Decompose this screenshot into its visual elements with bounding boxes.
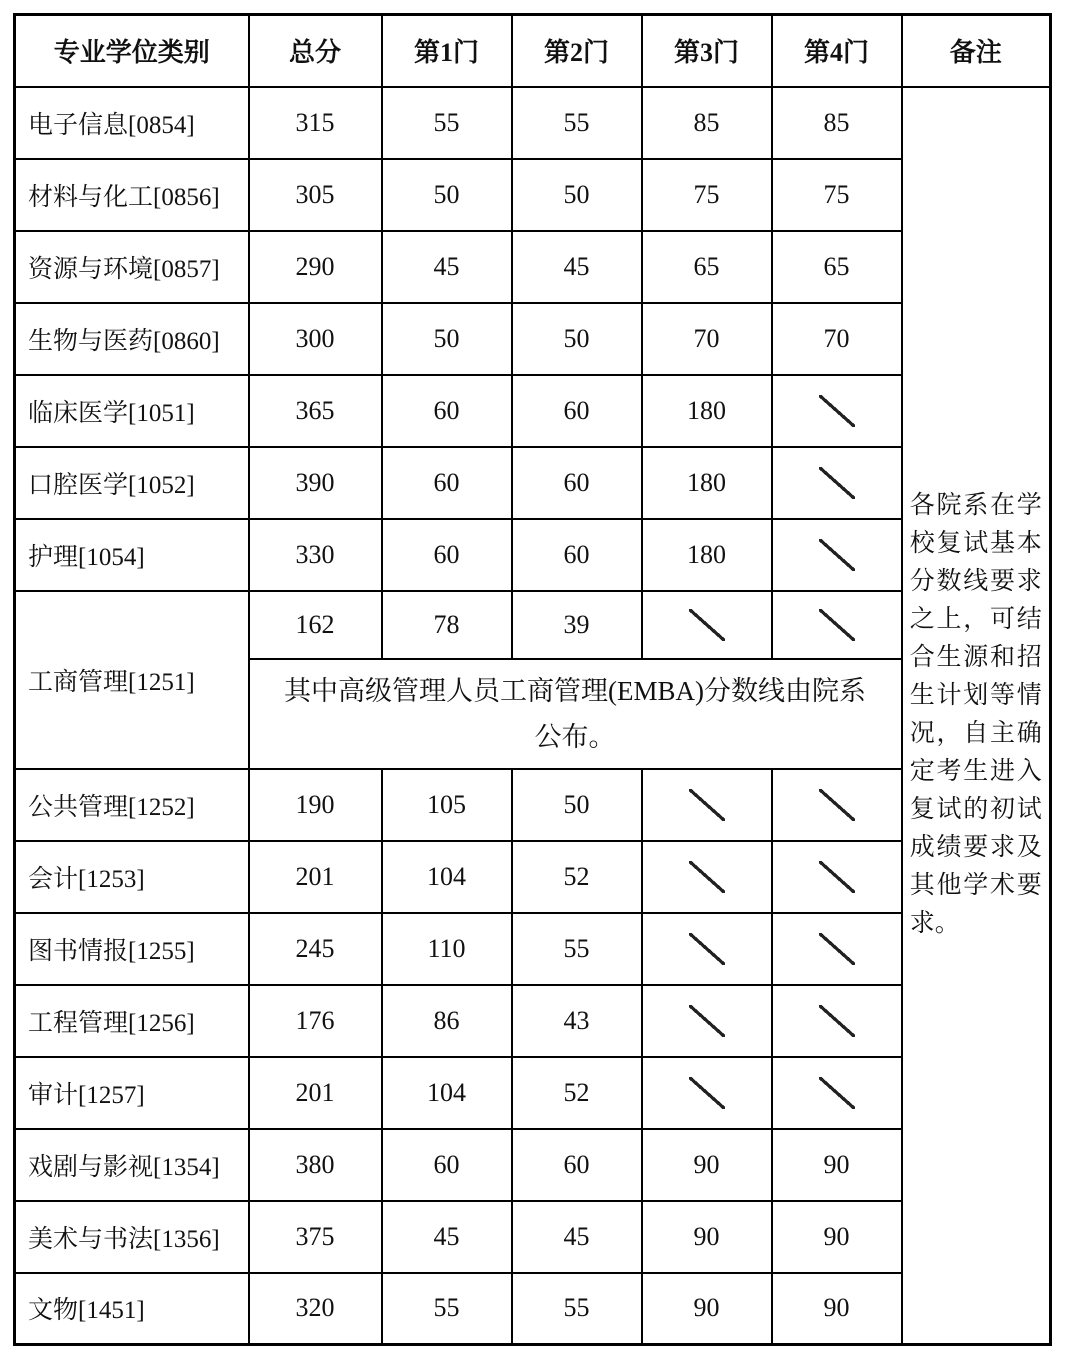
subject3-cell [642,1057,772,1129]
total-cell: 201 [249,1057,382,1129]
category-cell: 图书情报[1255] [15,913,249,985]
na-slash [819,1005,855,1037]
subject3-cell [642,985,772,1057]
subject4-cell: 85 [772,87,902,159]
subject1-cell: 55 [382,87,512,159]
total-cell: 190 [249,769,382,841]
subject1-cell: 55 [382,1273,512,1345]
na-slash [819,789,855,821]
total-cell: 380 [249,1129,382,1201]
table-row [15,591,1051,659]
category-cell: 美术与书法[1356] [15,1201,249,1273]
table-row [15,985,1051,1057]
subject3-cell: 180 [642,447,772,519]
subject1-cell: 78 [382,591,512,659]
subject2-cell: 45 [512,1201,642,1273]
total-cell: 320 [249,1273,382,1345]
subject2-cell: 39 [512,591,642,659]
category-cell: 戏剧与影视[1354] [15,1129,249,1201]
subject1-cell: 104 [382,1057,512,1129]
subject4-cell [772,913,902,985]
table-row [15,769,1051,841]
subject1-cell: 86 [382,985,512,1057]
subject4-cell [772,841,902,913]
category-cell: 生物与医药[0860] [15,303,249,375]
table-row [15,447,1051,519]
na-slash [689,1077,725,1109]
subject4-cell [772,985,902,1057]
table-row [15,519,1051,591]
category-cell: 护理[1054] [15,519,249,591]
subject4-cell [772,591,902,659]
subject3-cell [642,591,772,659]
subject2-cell: 43 [512,985,642,1057]
subject4-cell: 75 [772,159,902,231]
category-cell: 材料与化工[0856] [15,159,249,231]
category-cell: 临床医学[1051] [15,375,249,447]
subject4-cell [772,519,902,591]
subject1-cell: 104 [382,841,512,913]
subject2-cell: 50 [512,159,642,231]
subject2-cell: 45 [512,231,642,303]
category-cell: 审计[1257] [15,1057,249,1129]
na-slash [689,609,725,641]
na-slash [689,789,725,821]
header-subject1: 第1门 [382,15,512,87]
subject4-cell [772,769,902,841]
subject1-cell: 50 [382,159,512,231]
total-cell: 375 [249,1201,382,1273]
category-cell: 资源与环境[0857] [15,231,249,303]
category-cell: 文物[1451] [15,1273,249,1345]
header-subject3: 第3门 [642,15,772,87]
subject1-cell: 60 [382,375,512,447]
subject3-cell: 180 [642,375,772,447]
subject3-cell [642,769,772,841]
remark-cell [902,87,1051,1345]
table-row [15,1129,1051,1201]
na-slash [819,861,855,893]
category-cell: 工商管理[1251] [15,591,249,769]
na-slash [819,609,855,641]
subject1-cell: 45 [382,1201,512,1273]
header-total: 总分 [249,15,382,87]
total-cell: 201 [249,841,382,913]
subject4-cell: 90 [772,1201,902,1273]
category-cell: 会计[1253] [15,841,249,913]
subject4-cell: 90 [772,1129,902,1201]
subject4-cell [772,375,902,447]
subject4-cell: 65 [772,231,902,303]
subject2-cell: 52 [512,1057,642,1129]
subject3-cell: 90 [642,1129,772,1201]
subject1-cell: 60 [382,1129,512,1201]
na-slash [689,933,725,965]
table-row [15,159,1051,231]
table-row [15,1273,1051,1345]
category-cell: 工程管理[1256] [15,985,249,1057]
subject3-cell: 180 [642,519,772,591]
subject1-cell: 60 [382,447,512,519]
subject2-cell: 50 [512,769,642,841]
subject1-cell: 110 [382,913,512,985]
category-cell: 电子信息[0854] [15,87,249,159]
total-cell: 162 [249,591,382,659]
header-subject4: 第4门 [772,15,902,87]
category-cell: 公共管理[1252] [15,769,249,841]
table-row [15,913,1051,985]
table-row [15,87,1051,159]
emba-note-line2: 公布。 [534,721,616,752]
subject2-cell: 60 [512,519,642,591]
na-slash [689,861,725,893]
na-slash [819,933,855,965]
table-row [15,1057,1051,1129]
total-cell: 315 [249,87,382,159]
header-row [15,15,1051,87]
subject3-cell: 65 [642,231,772,303]
total-cell: 245 [249,913,382,985]
na-slash [819,539,855,571]
subject1-cell: 50 [382,303,512,375]
na-slash [819,395,855,427]
na-slash [689,1005,725,1037]
subject4-cell: 70 [772,303,902,375]
total-cell: 290 [249,231,382,303]
subject2-cell: 60 [512,1129,642,1201]
emba-note-line1: 其中高级管理人员工商管理(EMBA)分数线由院系 [284,675,866,706]
subject1-cell: 45 [382,231,512,303]
subject2-cell: 55 [512,913,642,985]
subject3-cell: 85 [642,87,772,159]
subject3-cell [642,841,772,913]
subject2-cell: 60 [512,447,642,519]
category-cell: 口腔医学[1052] [15,447,249,519]
total-cell: 330 [249,519,382,591]
emba-note-cell [249,659,902,769]
subject1-cell: 60 [382,519,512,591]
table-row [15,841,1051,913]
header-category: 专业学位类别 [15,15,249,87]
subject3-cell: 90 [642,1201,772,1273]
remark-text: 各院系在学校复试基本分数线要求之上，可结合生源和招生计划等情况，自主确定考生进入复试的初试成绩要求及其他学术要求。 [909,492,1042,938]
na-slash [819,1077,855,1109]
header-remark: 备注 [902,15,1051,87]
total-cell: 300 [249,303,382,375]
na-slash [819,467,855,499]
subject2-cell: 55 [512,1273,642,1345]
total-cell: 390 [249,447,382,519]
subject4-cell [772,447,902,519]
subject4-cell [772,1057,902,1129]
subject2-cell: 60 [512,375,642,447]
table-row [15,231,1051,303]
header-subject2: 第2门 [512,15,642,87]
subject2-cell: 50 [512,303,642,375]
table-row [15,303,1051,375]
total-cell: 176 [249,985,382,1057]
subject2-cell: 55 [512,87,642,159]
subject2-cell: 52 [512,841,642,913]
subject3-cell [642,913,772,985]
table-row [15,375,1051,447]
total-cell: 365 [249,375,382,447]
subject1-cell: 105 [382,769,512,841]
table-row [15,1201,1051,1273]
score-table [13,13,1052,1346]
subject4-cell: 90 [772,1273,902,1345]
subject3-cell: 90 [642,1273,772,1345]
subject3-cell: 70 [642,303,772,375]
subject3-cell: 75 [642,159,772,231]
total-cell: 305 [249,159,382,231]
